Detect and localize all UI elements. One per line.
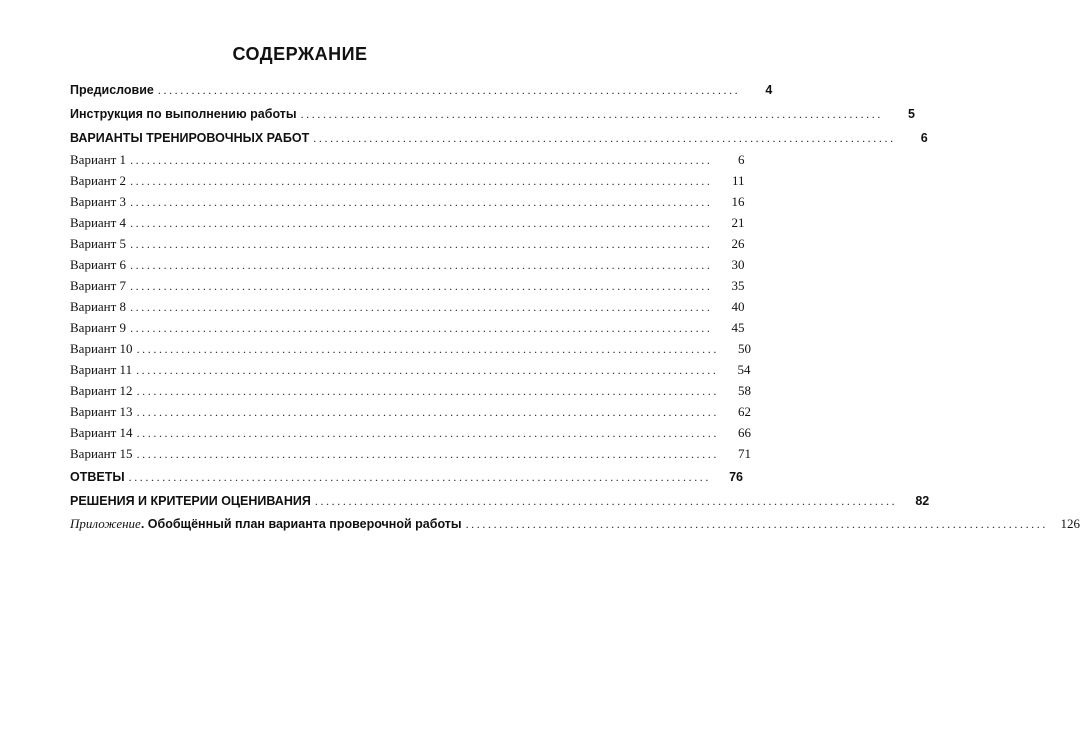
toc-entry bbox=[70, 213, 745, 233]
toc-entry-page: 11 bbox=[731, 173, 745, 188]
toc-entry-page: 4 bbox=[765, 83, 773, 97]
toc-entry bbox=[70, 423, 751, 443]
leader-dots: ........................................................................................................ bbox=[128, 470, 712, 484]
toc-entry-page: 66 bbox=[737, 425, 751, 440]
leader-dots: ........................................................................................................ bbox=[130, 279, 713, 293]
toc-entry-label: Вариант 9 bbox=[70, 320, 127, 335]
leader-dots: ........................................................................................................ bbox=[300, 107, 883, 121]
leader-dots: ........................................................................................................ bbox=[136, 447, 719, 461]
toc-entry bbox=[70, 80, 773, 100]
toc-entry bbox=[70, 491, 930, 511]
toc-entry-label: Инструкция по выполнению работы bbox=[70, 107, 297, 121]
toc-entry-page: 21 bbox=[731, 215, 745, 230]
toc-entry bbox=[70, 339, 751, 359]
toc-entry-page: 6 bbox=[920, 131, 928, 145]
appendix-title: . Обобщённый план варианта проверочной работы bbox=[140, 517, 462, 531]
toc-entry-label: ВАРИАНТЫ ТРЕНИРОВОЧНЫХ РАБОТ bbox=[70, 131, 310, 145]
toc-entry-page: 76 bbox=[729, 470, 744, 484]
toc-entry-page: 30 bbox=[731, 257, 745, 272]
toc-entry bbox=[70, 381, 751, 401]
toc-entry bbox=[70, 360, 751, 380]
toc-entry bbox=[70, 192, 745, 212]
leader-dots: ........................................................................................................ bbox=[130, 258, 713, 272]
leader-dots: ........................................................................................................ bbox=[130, 237, 713, 251]
toc-entry-page: 45 bbox=[731, 320, 745, 335]
toc-entry-page: 50 bbox=[737, 341, 751, 356]
toc-entry-label: Вариант 14 bbox=[70, 425, 133, 440]
toc-entry-page: 5 bbox=[908, 107, 915, 121]
toc-entry bbox=[70, 402, 751, 422]
toc-entry bbox=[70, 297, 745, 317]
leader-dots: ........................................................................................................ bbox=[130, 174, 713, 188]
toc-entry bbox=[70, 104, 915, 124]
toc-entry-label: Предисловие bbox=[70, 83, 154, 97]
toc-entry-label bbox=[70, 514, 462, 534]
toc-entry-label: Вариант 4 bbox=[70, 215, 127, 230]
toc-entry bbox=[70, 318, 745, 338]
toc-entry-page: 71 bbox=[737, 446, 751, 461]
toc-entry bbox=[70, 128, 928, 148]
leader-dots: ........................................................................................................ bbox=[136, 405, 719, 419]
leader-dots: ........................................................................................................ bbox=[465, 517, 1048, 531]
toc-entry-label: ОТВЕТЫ bbox=[70, 470, 125, 484]
toc-entry-label: РЕШЕНИЯ И КРИТЕРИИ ОЦЕНИВАНИЯ bbox=[70, 494, 311, 508]
toc-entry-page: 58 bbox=[737, 383, 751, 398]
toc-entry-label: Вариант 12 bbox=[70, 383, 133, 398]
page-title: СОДЕРЖАНИЕ bbox=[232, 44, 368, 64]
leader-dots: ........................................................................................................ bbox=[130, 195, 713, 209]
leader-dots: ........................................................................................................ bbox=[136, 342, 719, 356]
toc-entry-label: Вариант 8 bbox=[70, 299, 127, 314]
leader-dots: ........................................................................................................ bbox=[136, 426, 719, 440]
leader-dots: ........................................................................................................ bbox=[130, 321, 713, 335]
leader-dots: ........................................................................................................ bbox=[130, 300, 713, 314]
toc-entry-label: Вариант 10 bbox=[70, 341, 133, 356]
toc-entry-label: Вариант 3 bbox=[70, 194, 127, 209]
toc-entry bbox=[70, 255, 745, 275]
toc-entry-label: Вариант 2 bbox=[70, 173, 127, 188]
toc-entry bbox=[70, 171, 745, 191]
toc-entry-label: Вариант 6 bbox=[70, 257, 127, 272]
leader-dots: ........................................................................................................ bbox=[136, 384, 719, 398]
toc-entry-page: 16 bbox=[731, 194, 745, 209]
toc-entry-page: 62 bbox=[737, 404, 751, 419]
toc-entry bbox=[70, 276, 745, 296]
leader-dots: ........................................................................................................ bbox=[157, 83, 741, 97]
leader-dots: ........................................................................................................ bbox=[130, 153, 713, 167]
toc-entry bbox=[70, 234, 745, 254]
toc-entry-label: Вариант 1 bbox=[70, 152, 127, 167]
leader-dots: ........................................................................................................ bbox=[313, 131, 896, 145]
toc-entry-label: Вариант 15 bbox=[70, 446, 133, 461]
toc-entry-appendix bbox=[70, 514, 1080, 534]
appendix-italic-label: Приложение bbox=[70, 516, 141, 531]
toc-entry bbox=[70, 150, 745, 170]
leader-dots: ........................................................................................................ bbox=[130, 216, 713, 230]
toc-entry-label: Вариант 7 bbox=[70, 278, 127, 293]
toc-entry-page: 26 bbox=[731, 236, 745, 251]
toc-entry-page: 54 bbox=[737, 362, 751, 377]
toc-entry-page: 35 bbox=[731, 278, 745, 293]
toc-entry-page: 82 bbox=[915, 494, 930, 508]
toc-entry-label: Вариант 5 bbox=[70, 236, 127, 251]
toc-entry bbox=[70, 467, 744, 487]
toc-entry-page: 40 bbox=[731, 299, 745, 314]
toc-entry bbox=[70, 444, 751, 464]
toc-entry-page: 6 bbox=[737, 152, 745, 167]
toc-entry-page: 126 bbox=[1060, 516, 1080, 531]
toc-entry-label: Вариант 11 bbox=[70, 362, 133, 377]
toc-entry-label: Вариант 13 bbox=[70, 404, 133, 419]
leader-dots: ........................................................................................................ bbox=[314, 494, 898, 508]
leader-dots: ........................................................................................................ bbox=[136, 363, 719, 377]
